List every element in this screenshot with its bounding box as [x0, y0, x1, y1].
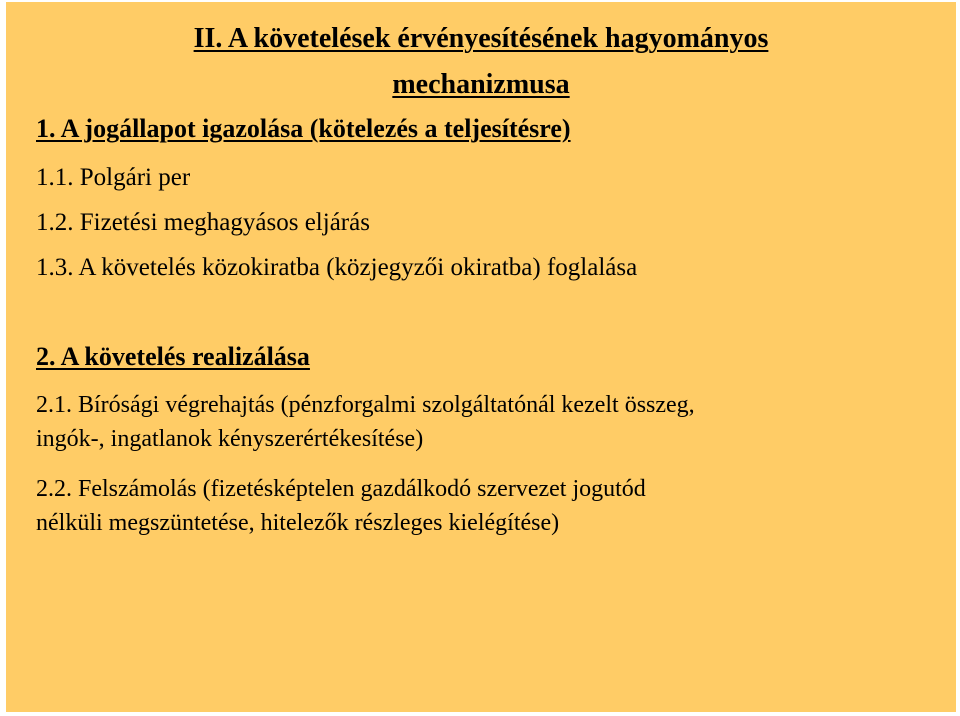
- list-item-1-1: 1.1. Polgári per: [36, 164, 191, 191]
- slide-title: [6, 16, 956, 108]
- section-1-heading: 1. A jogállapot igazolása (kötelezés a teljesítésre): [36, 114, 571, 143]
- list-item-2-2-line-1: 2.2. Felszámolás (fizetésképtelen gazdálkodó szervezet jogutód: [36, 476, 646, 502]
- list-item-2-2-line-2: nélküli megszüntetése, hitelezők részleges kielégítése): [36, 510, 560, 536]
- list-item-2-1-line-1: 2.1. Bírósági végrehajtás (pénzforgalmi szolgáltatónál kezelt összeg,: [36, 392, 695, 418]
- section-2-heading: 2. A követelés realizálása: [36, 342, 310, 371]
- title-line-1: II. A követelések érvényesítésének hagyományos: [193, 23, 769, 54]
- list-item-1-3: 1.3. A követelés közokiratba (közjegyzői okiratba) foglalása: [36, 254, 638, 281]
- list-item-2-1-line-2: ingók-, ingatlanok kényszerértékesítése): [36, 426, 424, 452]
- title-line-2: mechanizmusa: [392, 69, 570, 100]
- list-item-1-2: 1.2. Fizetési meghagyásos eljárás: [36, 209, 370, 236]
- slide: [6, 2, 956, 712]
